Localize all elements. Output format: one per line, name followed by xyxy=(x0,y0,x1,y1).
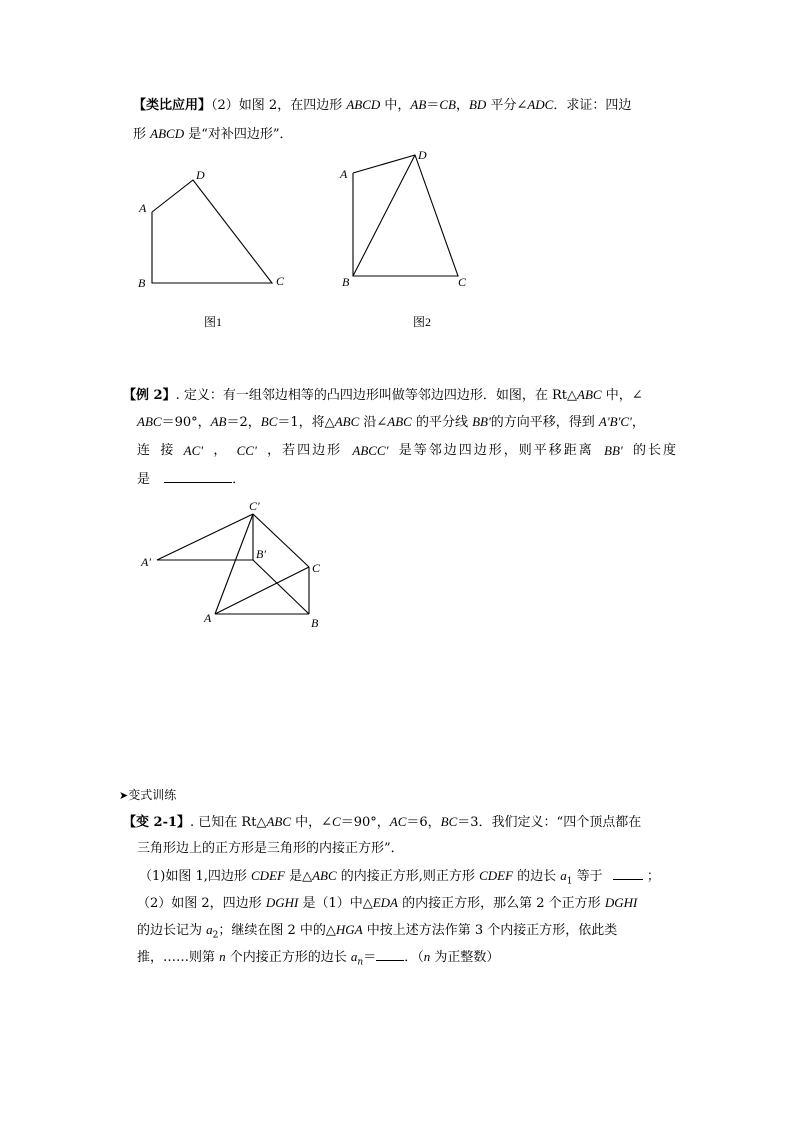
quad-2-outline xyxy=(353,155,458,276)
variant-tag: 【变 2-1】 xyxy=(123,815,191,830)
example2-tag: 【例 2】 xyxy=(123,388,176,403)
variant-line-3: （1)如图 1,四边形 CDEF 是△ABC 的内接正方形,则正方形 CDEF 的边长 $a_1$ 等于 ； xyxy=(139,868,660,887)
quad-1-outline xyxy=(152,180,272,283)
variant-line-1: 【变 2-1】. 已知在 Rt△ABC 中，∠C＝90°，AC＝6，BC＝3．我们定义：“四个顶点都在 xyxy=(123,814,642,830)
variant-line-5: 的边长记为 $a_2$；继续在图 2 中的△HGA 中按上述方法作第 3 个内接正方形，依此类 xyxy=(137,922,618,941)
ex2-label-C: C xyxy=(312,561,321,575)
ex2-label-B: B xyxy=(311,616,319,630)
diagonal-BD xyxy=(353,155,415,276)
answer-blank-a1[interactable] xyxy=(613,867,643,880)
quadrilateral-1 xyxy=(152,180,272,283)
fig2-label-A: A xyxy=(340,167,348,181)
example2-line-1: 【例 2】. 定义：有一组邻边相等的凸四边形叫做等邻边四边形．如图，在 Rt△ABC 中，∠ xyxy=(123,387,643,403)
example2-line-2: ABC＝90°，AB＝2，BC＝1，将△ABC 沿∠ABC 的平分线 BB'的方向平移，得到 A'B'C'， xyxy=(137,414,645,430)
fig1-label-B: B xyxy=(138,276,146,290)
example2-line-3: 连 接 AC' ， CC' ，若四边形 ABCC' 是等邻边四边形，则平移距离 BB' 的长度 xyxy=(137,443,678,458)
seg-AC xyxy=(215,567,309,614)
analogy-tag: 【类比应用】 xyxy=(133,98,212,113)
ex2-label-B1: B′ xyxy=(256,547,266,561)
seg-CC1 xyxy=(253,514,309,567)
ex2-label-C1: C′ xyxy=(249,499,260,513)
answer-blank-example2[interactable] xyxy=(164,470,232,483)
variant-line-6: 推，……则第 n 个内接正方形的边长 $a_n=$ ．（n 为正整数） xyxy=(137,949,500,968)
seg-AC1 xyxy=(215,514,253,614)
fig1-label-C: C xyxy=(276,274,285,288)
seg-BB1 xyxy=(253,560,309,614)
example2-line-4: 是 ． xyxy=(137,472,246,487)
ex2-label-A1: A′ xyxy=(141,555,151,569)
seg-A1C1 xyxy=(157,514,253,560)
arrow-bullet-icon: ➤ xyxy=(119,789,129,802)
variant-line-2: 三角形边上的正方形是三角形的内接正方形”． xyxy=(137,841,404,856)
fig1-label-A: A xyxy=(139,201,147,215)
fig2-label-C: C xyxy=(458,275,467,289)
quadrilateral-2 xyxy=(353,155,458,276)
fig1-label-D: D xyxy=(196,168,205,182)
fig2-caption: 图2 xyxy=(413,315,432,329)
ex2-label-A: A xyxy=(204,611,212,625)
analogy-line-2: 形 ABCD 是“对补四边形”． xyxy=(133,126,293,142)
variant-line-4: （2）如图 2，四边形 DGHI 是（1）中△EDA 的内接正方形，那么第 2 个正方形 DGHI xyxy=(137,895,638,911)
answer-blank-an[interactable] xyxy=(376,948,404,961)
fig2-label-D: D xyxy=(418,148,427,162)
variant-heading: ➤变式训练 xyxy=(119,788,177,802)
analogy-line-1: 【类比应用】（2）如图 2，在四边形 ABCD 中，AB＝CB，BD 平分∠ADC．求证：四边 xyxy=(133,97,632,113)
fig1-caption: 图1 xyxy=(204,315,223,329)
fig2-label-B: B xyxy=(342,275,350,289)
